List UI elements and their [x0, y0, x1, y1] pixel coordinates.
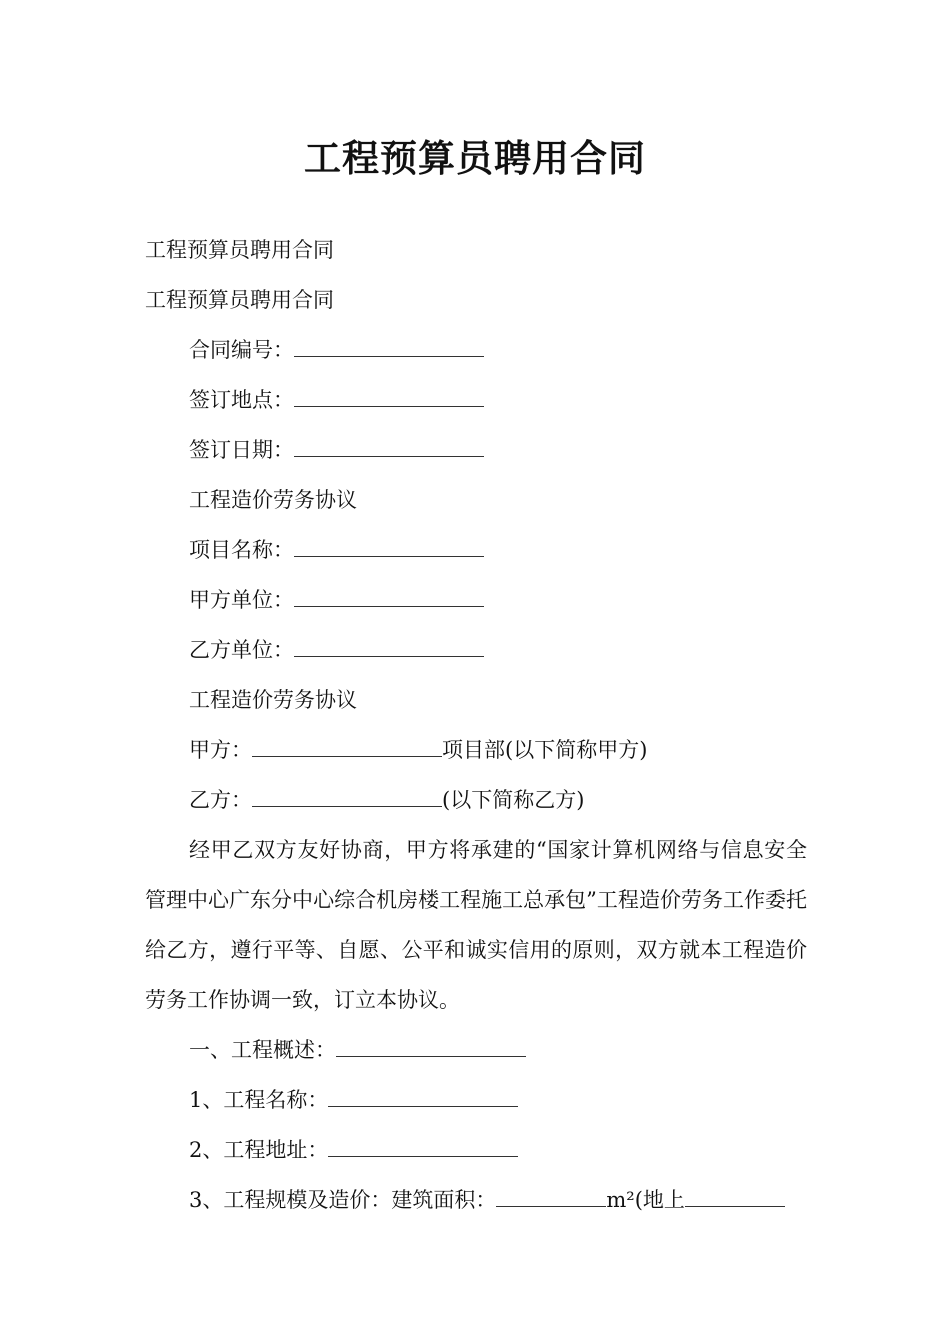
- project-title-row: [189, 1085, 518, 1115]
- party-a-suffix: 项目部(以下简称甲方): [442, 738, 648, 762]
- agreement-heading-2: 工程造价劳务协议: [189, 688, 357, 712]
- party-b-unit-blank: [294, 636, 484, 657]
- contract-no-row: [189, 335, 484, 365]
- party-a-unit-blank: [294, 586, 484, 607]
- sign-place-row: [189, 385, 484, 415]
- party-b-blank: [252, 786, 442, 807]
- project-name-label: 项目名称：: [189, 538, 294, 562]
- party-a-row: [189, 735, 647, 765]
- above-ground-blank: [685, 1186, 785, 1207]
- item1-label: 1、工程名称：: [189, 1088, 329, 1112]
- overview-row: [189, 1035, 526, 1065]
- project-address-row: [189, 1135, 518, 1165]
- sign-place-blank: [294, 386, 484, 407]
- project-scale-row: [189, 1185, 785, 1215]
- party-a-unit-row: [189, 585, 484, 615]
- area-unit: m²(地上: [606, 1188, 685, 1212]
- party-b-unit-row: [189, 635, 484, 665]
- overview-label: 一、工程概述：: [189, 1038, 336, 1062]
- project-name-row: [189, 535, 484, 565]
- overview-blank: [336, 1036, 526, 1057]
- intro-paragraph: 经甲乙双方友好协商，甲方将承建的“国家计算机网络与信息安全管理中心广东分中心综合机房楼工程施工总承包”工程造价劳务工作委托给乙方，遵行平等、自愿、公平和诚实信用的原则，双方就本工程造价劳务工作协调一致，订立本协议。: [145, 838, 807, 1012]
- subtitle-line-1: 工程预算员聘用合同: [145, 238, 334, 262]
- sign-date-label: 签订日期：: [189, 438, 294, 462]
- sign-place-label: 签订地点：: [189, 388, 294, 412]
- contract-no-blank: [294, 336, 484, 357]
- sign-date-row: [189, 435, 484, 465]
- document-title: 工程预算员聘用合同: [304, 137, 646, 180]
- item3-label: 3、工程规模及造价：建筑面积：: [189, 1188, 497, 1212]
- item2-blank: [328, 1136, 518, 1157]
- contract-no-label: 合同编号：: [189, 338, 294, 362]
- party-a-unit-label: 甲方单位：: [189, 588, 294, 612]
- sign-date-blank: [294, 436, 484, 457]
- party-b-row: [189, 785, 584, 815]
- party-b-unit-label: 乙方单位：: [189, 638, 294, 662]
- project-name-blank: [294, 536, 484, 557]
- item1-blank: [328, 1086, 518, 1107]
- party-a-blank: [252, 736, 442, 757]
- agreement-heading-1: 工程造价劳务协议: [189, 488, 357, 512]
- item2-label: 2、工程地址：: [189, 1138, 329, 1162]
- party-b-suffix: (以下简称乙方): [442, 788, 585, 812]
- party-a-label: 甲方：: [189, 738, 252, 762]
- party-b-label: 乙方：: [189, 788, 252, 812]
- area-blank: [496, 1186, 606, 1207]
- subtitle-line-2: 工程预算员聘用合同: [145, 288, 334, 312]
